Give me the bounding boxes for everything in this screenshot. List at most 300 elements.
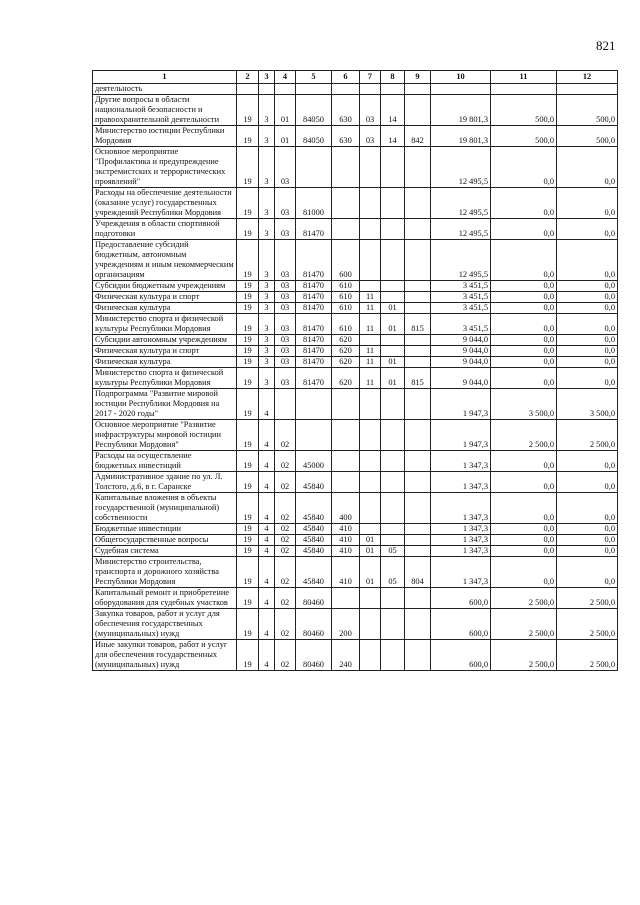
code-cell: 81470 — [296, 368, 332, 389]
code-cell — [360, 493, 381, 524]
code-cell — [332, 389, 360, 420]
amount-cell: 0,0 — [491, 472, 557, 493]
amount-cell: 2 500,0 — [491, 609, 557, 640]
code-cell: 400 — [332, 493, 360, 524]
row-name-cell: Основное мероприятие "Профилактика и предупреждение экстремистских и террористических проявлений" — [93, 147, 237, 188]
page-number: 821 — [596, 38, 616, 53]
code-cell: 410 — [332, 524, 360, 535]
code-cell — [360, 472, 381, 493]
code-cell: 14 — [381, 126, 405, 147]
column-header: 1 — [93, 71, 237, 84]
amount-cell — [491, 84, 557, 95]
code-cell: 02 — [275, 557, 296, 588]
code-cell: 11 — [360, 314, 381, 335]
row-name-cell: Судебная система — [93, 546, 237, 557]
code-cell: 11 — [360, 346, 381, 357]
row-name-cell: Иные закупки товаров, работ и услуг для обеспечения государственных (муниципальных) нужд — [93, 640, 237, 671]
code-cell: 19 — [237, 147, 259, 188]
amount-cell: 0,0 — [491, 524, 557, 535]
table-row — [93, 493, 618, 524]
code-cell — [360, 219, 381, 240]
code-cell: 804 — [405, 557, 431, 588]
amount-cell: 0,0 — [557, 524, 618, 535]
amount-cell: 0,0 — [491, 292, 557, 303]
table-row — [93, 368, 618, 389]
amount-cell: 0,0 — [491, 240, 557, 281]
code-cell: 03 — [275, 292, 296, 303]
amount-cell: 9 044,0 — [431, 357, 491, 368]
amount-cell: 12 495,5 — [431, 188, 491, 219]
table-row — [93, 546, 618, 557]
code-cell: 19 — [237, 95, 259, 126]
code-cell: 45840 — [296, 535, 332, 546]
amount-cell: 2 500,0 — [491, 640, 557, 671]
code-cell — [405, 346, 431, 357]
table-row — [93, 557, 618, 588]
code-cell: 03 — [275, 346, 296, 357]
code-cell — [360, 588, 381, 609]
amount-cell: 0,0 — [491, 357, 557, 368]
code-cell: 19 — [237, 303, 259, 314]
code-cell: 19 — [237, 314, 259, 335]
code-cell — [405, 147, 431, 188]
code-cell: 02 — [275, 609, 296, 640]
table-row — [93, 335, 618, 346]
code-cell — [405, 335, 431, 346]
code-cell: 02 — [275, 420, 296, 451]
column-header: 5 — [296, 71, 332, 84]
row-name-cell: Физическая культура и спорт — [93, 346, 237, 357]
code-cell: 01 — [275, 126, 296, 147]
code-cell: 19 — [237, 535, 259, 546]
code-cell: 03 — [275, 281, 296, 292]
amount-cell: 0,0 — [557, 472, 618, 493]
code-cell — [405, 493, 431, 524]
code-cell: 81470 — [296, 219, 332, 240]
table-row — [93, 451, 618, 472]
code-cell: 45840 — [296, 472, 332, 493]
amount-cell: 0,0 — [491, 219, 557, 240]
amount-cell: 2 500,0 — [557, 588, 618, 609]
code-cell: 01 — [275, 95, 296, 126]
code-cell: 03 — [360, 95, 381, 126]
code-cell — [332, 188, 360, 219]
amount-cell: 0,0 — [557, 557, 618, 588]
code-cell: 3 — [259, 240, 275, 281]
code-cell: 03 — [275, 147, 296, 188]
amount-cell: 0,0 — [557, 368, 618, 389]
code-cell — [381, 84, 405, 95]
column-header: 3 — [259, 71, 275, 84]
code-cell: 4 — [259, 389, 275, 420]
table-row — [93, 357, 618, 368]
code-cell: 11 — [360, 357, 381, 368]
table-row — [93, 281, 618, 292]
code-cell: 11 — [360, 368, 381, 389]
code-cell: 4 — [259, 640, 275, 671]
amount-cell: 0,0 — [491, 303, 557, 314]
row-name-cell: Субсидии бюджетным учреждениям — [93, 281, 237, 292]
code-cell: 19 — [237, 240, 259, 281]
row-name-cell: Субсидии автономным учреждениям — [93, 335, 237, 346]
code-cell: 81470 — [296, 335, 332, 346]
code-cell: 01 — [381, 303, 405, 314]
row-name-cell: Административное здание по ул. Л. Толстого, д.6, в г. Саранске — [93, 472, 237, 493]
row-name-cell: Предоставление субсидий бюджетным, автономным учреждениям и иным некоммерческим организациям — [93, 240, 237, 281]
code-cell — [405, 588, 431, 609]
code-cell: 3 — [259, 346, 275, 357]
code-cell: 19 — [237, 546, 259, 557]
table-row — [93, 389, 618, 420]
amount-cell: 19 801,3 — [431, 95, 491, 126]
code-cell: 02 — [275, 546, 296, 557]
amount-cell: 9 044,0 — [431, 346, 491, 357]
code-cell — [360, 640, 381, 671]
amount-cell: 0,0 — [557, 535, 618, 546]
code-cell: 45840 — [296, 524, 332, 535]
code-cell — [381, 609, 405, 640]
code-cell — [381, 240, 405, 281]
code-cell: 19 — [237, 188, 259, 219]
code-cell: 610 — [332, 292, 360, 303]
amount-cell: 3 451,5 — [431, 314, 491, 335]
row-name-cell: Общегосударственные вопросы — [93, 535, 237, 546]
code-cell — [332, 84, 360, 95]
code-cell — [405, 303, 431, 314]
code-cell: 45000 — [296, 451, 332, 472]
code-cell — [360, 389, 381, 420]
amount-cell: 2 500,0 — [557, 420, 618, 451]
code-cell: 4 — [259, 493, 275, 524]
code-cell: 630 — [332, 95, 360, 126]
code-cell: 02 — [275, 451, 296, 472]
code-cell: 01 — [360, 557, 381, 588]
code-cell — [275, 84, 296, 95]
code-cell — [405, 219, 431, 240]
code-cell — [296, 389, 332, 420]
budget-table — [92, 70, 618, 671]
code-cell: 815 — [405, 368, 431, 389]
code-cell: 02 — [275, 472, 296, 493]
code-cell: 19 — [237, 292, 259, 303]
code-cell: 81000 — [296, 188, 332, 219]
code-cell: 19 — [237, 126, 259, 147]
code-cell — [405, 535, 431, 546]
code-cell — [360, 420, 381, 451]
code-cell: 81470 — [296, 281, 332, 292]
amount-cell: 0,0 — [557, 219, 618, 240]
amount-cell: 1 347,3 — [431, 546, 491, 557]
table-row — [93, 535, 618, 546]
code-cell: 620 — [332, 368, 360, 389]
code-cell — [405, 281, 431, 292]
amount-cell: 500,0 — [491, 126, 557, 147]
code-cell — [381, 451, 405, 472]
amount-cell: 600,0 — [431, 640, 491, 671]
code-cell: 81470 — [296, 357, 332, 368]
code-cell — [237, 84, 259, 95]
code-cell — [405, 451, 431, 472]
column-header: 10 — [431, 71, 491, 84]
code-cell — [332, 219, 360, 240]
code-cell: 05 — [381, 557, 405, 588]
code-cell: 4 — [259, 546, 275, 557]
code-cell — [405, 389, 431, 420]
amount-cell: 0,0 — [491, 451, 557, 472]
code-cell — [381, 472, 405, 493]
code-cell: 19 — [237, 219, 259, 240]
code-cell — [259, 84, 275, 95]
code-cell: 03 — [275, 188, 296, 219]
amount-cell: 0,0 — [491, 281, 557, 292]
code-cell: 410 — [332, 535, 360, 546]
column-header: 9 — [405, 71, 431, 84]
row-name-cell: Физическая культура — [93, 303, 237, 314]
code-cell — [381, 524, 405, 535]
row-name-cell: Бюджетные инвестиции — [93, 524, 237, 535]
code-cell: 19 — [237, 281, 259, 292]
column-header: 4 — [275, 71, 296, 84]
code-cell — [405, 240, 431, 281]
row-name-cell: Физическая культура — [93, 357, 237, 368]
amount-cell: 9 044,0 — [431, 368, 491, 389]
code-cell: 45840 — [296, 557, 332, 588]
code-cell: 01 — [381, 368, 405, 389]
code-cell: 4 — [259, 588, 275, 609]
code-cell — [405, 546, 431, 557]
code-cell — [360, 335, 381, 346]
amount-cell: 0,0 — [557, 240, 618, 281]
code-cell: 03 — [275, 240, 296, 281]
amount-cell: 1 347,3 — [431, 535, 491, 546]
code-cell — [296, 420, 332, 451]
amount-cell: 1 347,3 — [431, 557, 491, 588]
code-cell: 03 — [275, 357, 296, 368]
code-cell: 620 — [332, 357, 360, 368]
code-cell: 81470 — [296, 292, 332, 303]
code-cell — [405, 95, 431, 126]
amount-cell: 9 044,0 — [431, 335, 491, 346]
code-cell: 02 — [275, 493, 296, 524]
code-cell: 842 — [405, 126, 431, 147]
code-cell: 3 — [259, 281, 275, 292]
code-cell: 19 — [237, 493, 259, 524]
code-cell — [360, 524, 381, 535]
code-cell: 19 — [237, 420, 259, 451]
code-cell: 610 — [332, 314, 360, 335]
code-cell: 19 — [237, 640, 259, 671]
amount-cell: 500,0 — [557, 95, 618, 126]
code-cell: 14 — [381, 95, 405, 126]
row-name-cell: Капитальные вложения в объекты государственной (муниципальной) собственности — [93, 493, 237, 524]
table-row — [93, 346, 618, 357]
code-cell: 03 — [360, 126, 381, 147]
amount-cell: 3 500,0 — [491, 389, 557, 420]
row-name-cell: Министерство спорта и физической культуры Республики Мордовия — [93, 314, 237, 335]
code-cell: 45840 — [296, 493, 332, 524]
column-header: 8 — [381, 71, 405, 84]
code-cell — [360, 188, 381, 219]
code-cell — [296, 147, 332, 188]
code-cell: 45840 — [296, 546, 332, 557]
code-cell: 4 — [259, 472, 275, 493]
header-row — [93, 71, 618, 84]
code-cell — [405, 472, 431, 493]
amount-cell: 0,0 — [557, 451, 618, 472]
code-cell: 19 — [237, 389, 259, 420]
amount-cell — [431, 84, 491, 95]
code-cell — [381, 389, 405, 420]
code-cell: 19 — [237, 368, 259, 389]
code-cell: 02 — [275, 640, 296, 671]
code-cell: 3 — [259, 303, 275, 314]
code-cell — [332, 588, 360, 609]
row-name-cell: Капитальный ремонт и приобретение оборудования для судебных участков — [93, 588, 237, 609]
code-cell — [275, 389, 296, 420]
amount-cell: 0,0 — [491, 557, 557, 588]
code-cell: 600 — [332, 240, 360, 281]
code-cell: 3 — [259, 188, 275, 219]
code-cell — [381, 640, 405, 671]
code-cell: 630 — [332, 126, 360, 147]
amount-cell: 0,0 — [557, 546, 618, 557]
column-header: 7 — [360, 71, 381, 84]
code-cell: 240 — [332, 640, 360, 671]
code-cell: 3 — [259, 292, 275, 303]
row-name-cell: деятельность — [93, 84, 237, 95]
table-row — [93, 219, 618, 240]
amount-cell: 1 347,3 — [431, 472, 491, 493]
amount-cell: 500,0 — [491, 95, 557, 126]
code-cell: 01 — [360, 546, 381, 557]
column-header: 2 — [237, 71, 259, 84]
code-cell: 4 — [259, 535, 275, 546]
table-row — [93, 609, 618, 640]
amount-cell: 0,0 — [491, 335, 557, 346]
code-cell: 02 — [275, 524, 296, 535]
code-cell — [381, 147, 405, 188]
amount-cell: 0,0 — [557, 188, 618, 219]
code-cell — [360, 281, 381, 292]
amount-cell: 0,0 — [491, 314, 557, 335]
row-name-cell: Министерство юстиции Республики Мордовия — [93, 126, 237, 147]
code-cell: 19 — [237, 588, 259, 609]
code-cell: 19 — [237, 609, 259, 640]
row-name-cell: Министерство спорта и физической культуры Республики Мордовия — [93, 368, 237, 389]
code-cell: 815 — [405, 314, 431, 335]
amount-cell: 0,0 — [557, 357, 618, 368]
code-cell — [332, 451, 360, 472]
amount-cell: 0,0 — [491, 535, 557, 546]
amount-cell: 3 451,5 — [431, 303, 491, 314]
amount-cell: 0,0 — [557, 292, 618, 303]
amount-cell: 19 801,3 — [431, 126, 491, 147]
table-row — [93, 126, 618, 147]
table-row — [93, 420, 618, 451]
code-cell: 3 — [259, 95, 275, 126]
row-name-cell: Учреждения в области спортивной подготовки — [93, 219, 237, 240]
amount-cell: 0,0 — [491, 147, 557, 188]
code-cell: 19 — [237, 357, 259, 368]
code-cell: 84050 — [296, 126, 332, 147]
code-cell: 03 — [275, 303, 296, 314]
row-name-cell: Министерство строительства, транспорта и дорожного хозяйства Республики Мордовия — [93, 557, 237, 588]
amount-cell: 0,0 — [557, 303, 618, 314]
amount-cell: 0,0 — [491, 346, 557, 357]
amount-cell: 1 347,3 — [431, 493, 491, 524]
row-name-cell: Физическая культура и спорт — [93, 292, 237, 303]
code-cell — [405, 524, 431, 535]
code-cell — [296, 84, 332, 95]
code-cell: 81470 — [296, 240, 332, 281]
code-cell: 84050 — [296, 95, 332, 126]
code-cell: 19 — [237, 557, 259, 588]
amount-cell: 2 500,0 — [491, 420, 557, 451]
amount-cell: 2 500,0 — [491, 588, 557, 609]
code-cell: 19 — [237, 524, 259, 535]
code-cell: 03 — [275, 368, 296, 389]
amount-cell: 600,0 — [431, 609, 491, 640]
amount-cell: 0,0 — [557, 335, 618, 346]
code-cell — [360, 84, 381, 95]
amount-cell: 1 347,3 — [431, 524, 491, 535]
table-row — [93, 84, 618, 95]
code-cell — [405, 357, 431, 368]
code-cell: 19 — [237, 451, 259, 472]
amount-cell: 12 495,5 — [431, 240, 491, 281]
code-cell: 3 — [259, 219, 275, 240]
table-row — [93, 188, 618, 219]
code-cell — [332, 147, 360, 188]
code-cell: 3 — [259, 126, 275, 147]
row-name-cell: Основное мероприятие "Развитие инфраструктуры мировой юстиции Республики Мордовия" — [93, 420, 237, 451]
table-row — [93, 472, 618, 493]
column-header: 6 — [332, 71, 360, 84]
code-cell: 3 — [259, 357, 275, 368]
amount-cell: 1 947,3 — [431, 420, 491, 451]
code-cell: 11 — [360, 303, 381, 314]
code-cell: 03 — [275, 314, 296, 335]
code-cell — [381, 281, 405, 292]
code-cell — [405, 188, 431, 219]
code-cell: 4 — [259, 451, 275, 472]
code-cell — [405, 84, 431, 95]
table-row — [93, 147, 618, 188]
amount-cell: 0,0 — [491, 188, 557, 219]
code-cell: 3 — [259, 147, 275, 188]
code-cell — [381, 188, 405, 219]
row-name-cell: Подпрограмма "Развитие мировой юстиции Республики Мордовия на 2017 - 2020 годы" — [93, 389, 237, 420]
code-cell — [360, 147, 381, 188]
amount-cell: 2 500,0 — [557, 640, 618, 671]
code-cell: 80460 — [296, 609, 332, 640]
code-cell: 01 — [360, 535, 381, 546]
code-cell: 02 — [275, 535, 296, 546]
column-header: 12 — [557, 71, 618, 84]
amount-cell: 2 500,0 — [557, 609, 618, 640]
code-cell: 3 — [259, 314, 275, 335]
amount-cell: 3 500,0 — [557, 389, 618, 420]
code-cell — [405, 420, 431, 451]
row-name-cell: Другие вопросы в области национальной безопасности и правоохранительной деятельности — [93, 95, 237, 126]
table-body — [93, 84, 618, 671]
amount-cell: 0,0 — [491, 546, 557, 557]
code-cell: 81470 — [296, 303, 332, 314]
code-cell: 19 — [237, 346, 259, 357]
amount-cell: 0,0 — [557, 346, 618, 357]
code-cell: 01 — [381, 314, 405, 335]
table-row — [93, 95, 618, 126]
